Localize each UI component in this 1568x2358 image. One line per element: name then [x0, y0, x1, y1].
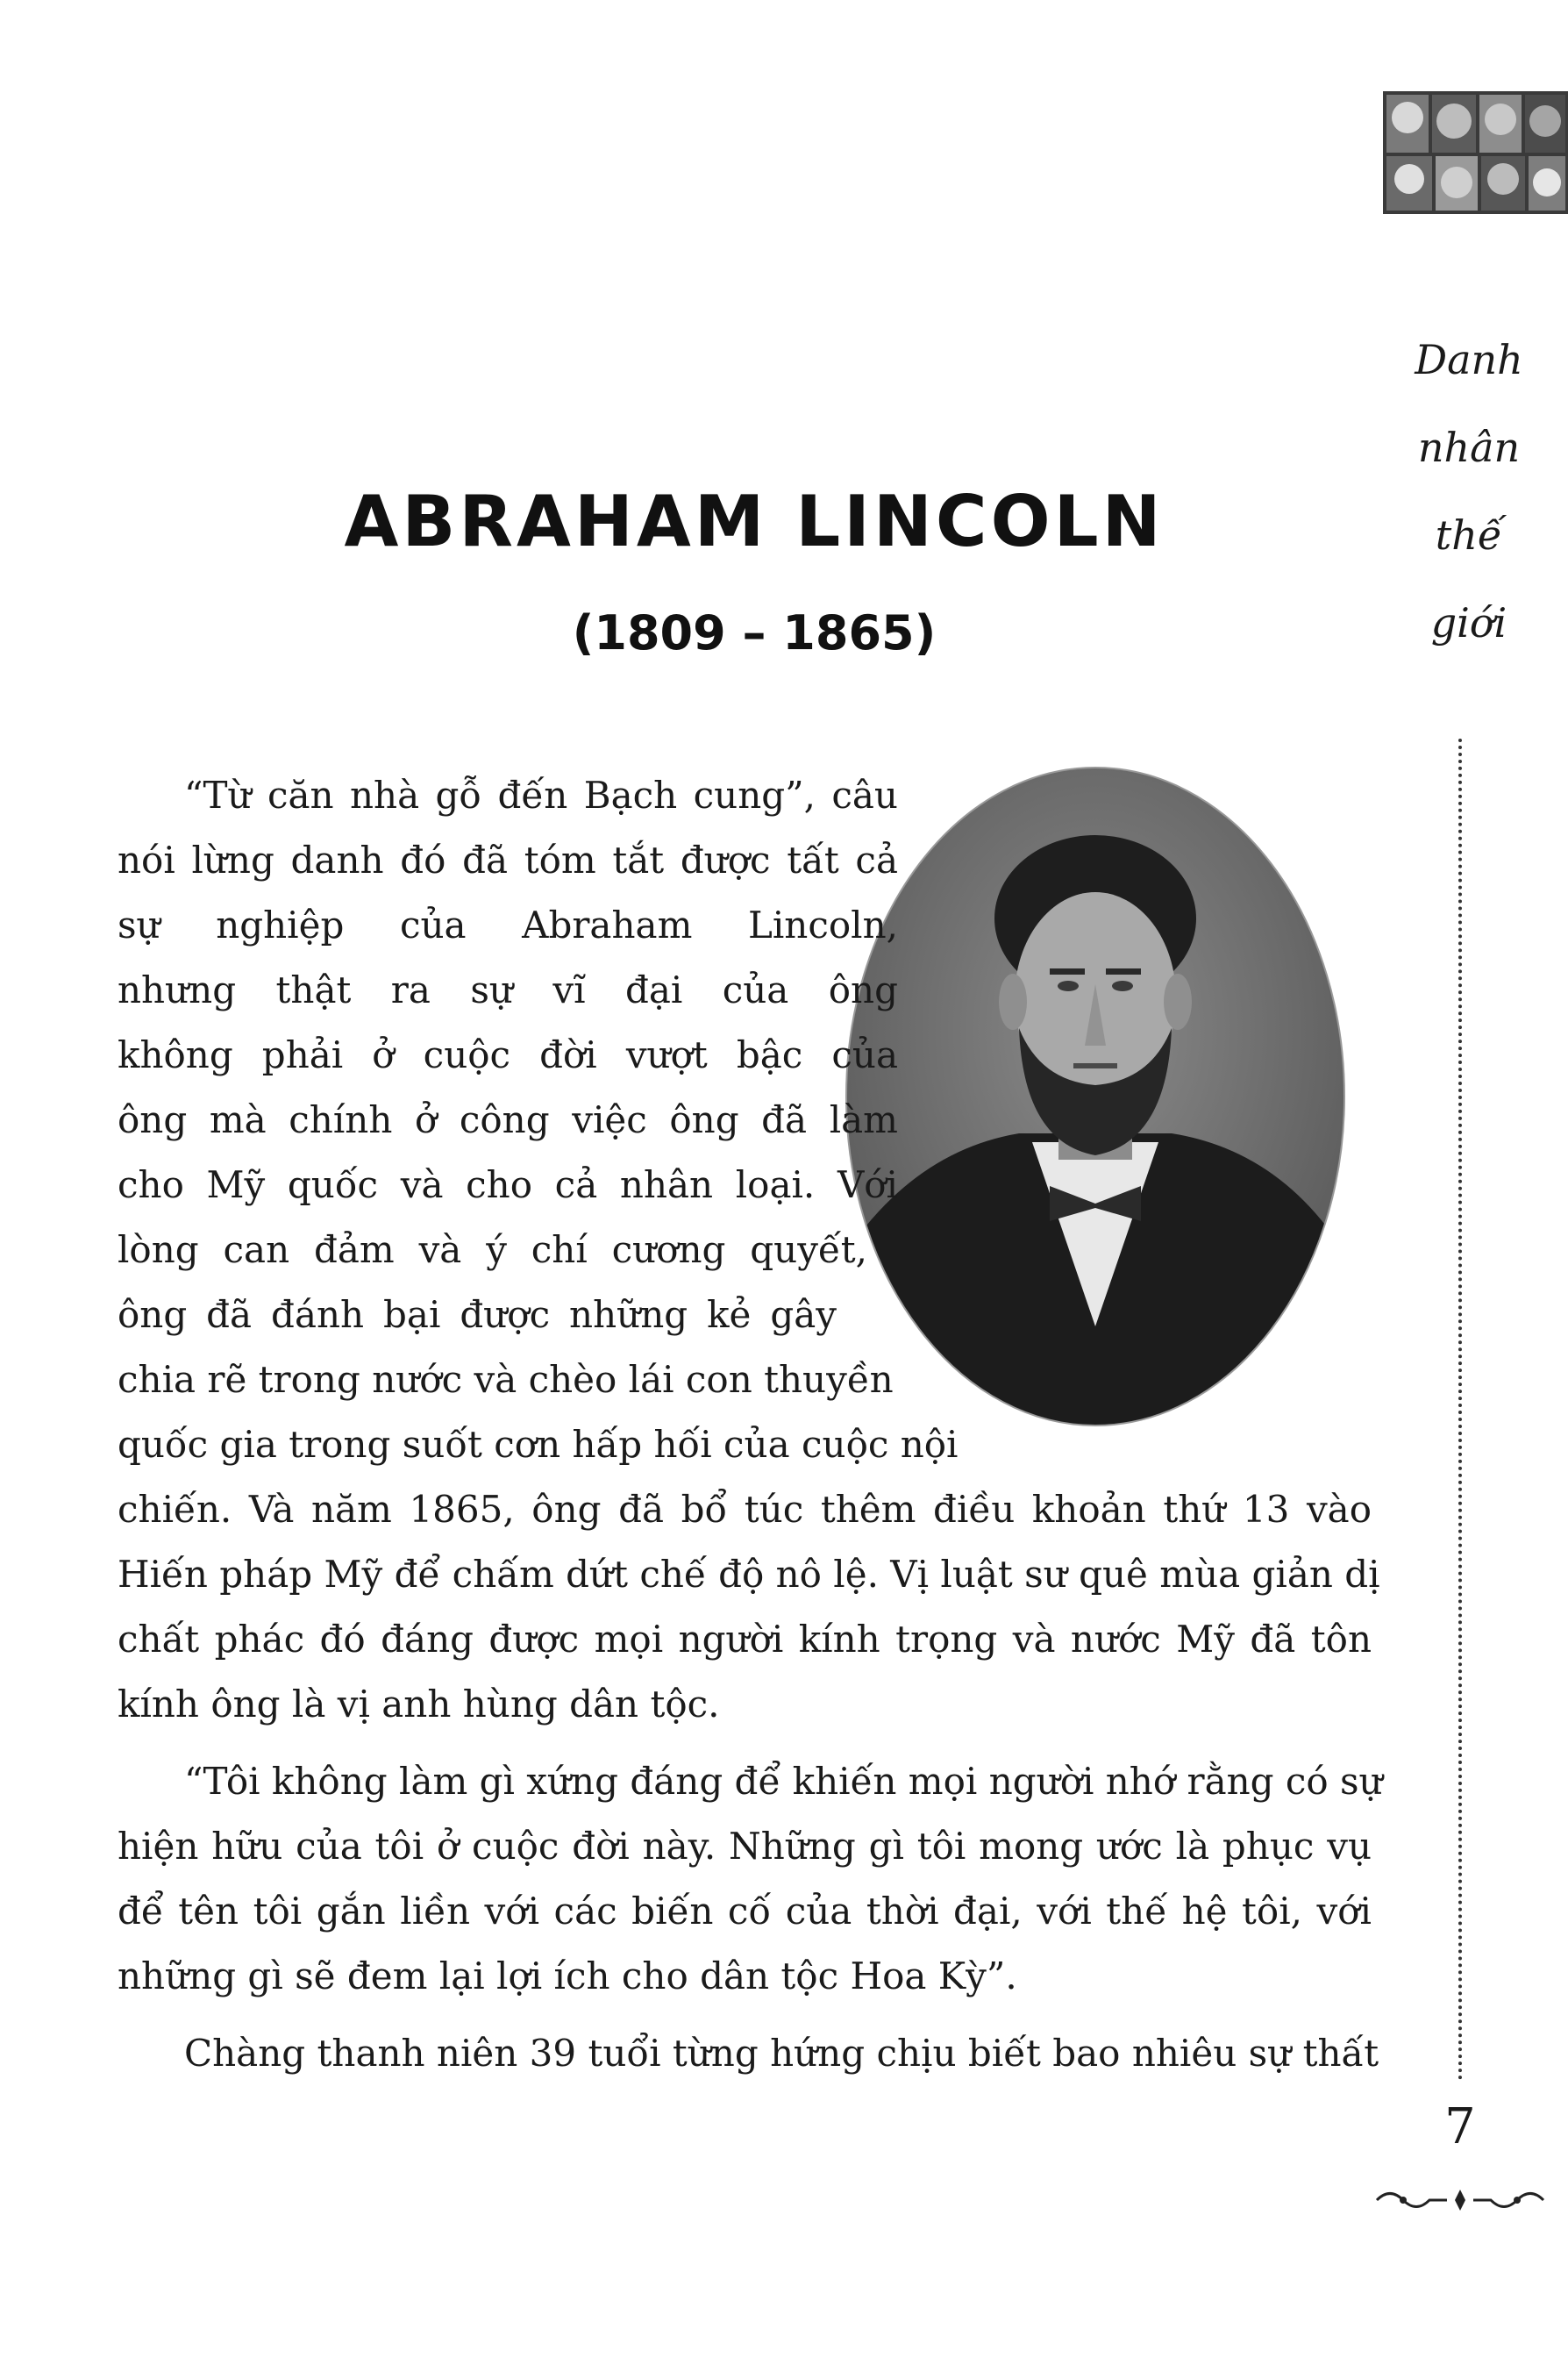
text-line: ông mà chính ở công việc ông đã làm	[118, 1098, 898, 1141]
series-title-line: thế	[1435, 511, 1503, 559]
article-years: (1809 – 1865)	[572, 605, 937, 661]
series-title-line: nhân	[1417, 424, 1521, 471]
margin-dotted-rule	[1458, 739, 1462, 2081]
text-line: kính ông là vị anh hùng dân tộc.	[118, 1683, 720, 1726]
text-line: chiến. Và năm 1865, ông đã bổ túc thêm điều khoản thứ 13 vào	[118, 1488, 1372, 1531]
text-line: Chàng thanh niên 39 tuổi từng hứng chịu biết bao nhiêu sự thất	[184, 2032, 1379, 2075]
header-portraits-strip	[1383, 91, 1568, 214]
text-line: “Từ căn nhà gỗ đến Bạch cung”, câu	[184, 774, 898, 817]
text-line: hiện hữu của tôi ở cuộc đời này. Những gì tôi mong ước là phục vụ	[118, 1825, 1372, 1868]
text-line: “Tôi không làm gì xứng đáng để khiến mọi người nhớ rằng có sự	[184, 1760, 1383, 1803]
text-line: để tên tôi gắn liền với các biến cố của thời đại, với thế hệ tôi, với	[118, 1890, 1372, 1933]
text-line: không phải ở cuộc đời vượt bậc của	[118, 1033, 898, 1076]
text-line: nhưng thật ra sự vĩ đại của ông	[118, 968, 898, 1011]
text-line: chia rẽ trong nước và chèo lái con thuyền	[118, 1358, 894, 1401]
flourish-ornament-icon	[1368, 2183, 1552, 2218]
series-title-line: Danh	[1415, 336, 1523, 383]
text-line: Hiến pháp Mỹ để chấm dứt chế độ nô lệ. Vị luật sư quê mùa giản dị	[118, 1553, 1380, 1596]
article-title: ABRAHAM LINCOLN	[344, 481, 1165, 562]
text-line: chất phác đó đáng được mọi người kính trọng và nước Mỹ đã tôn	[118, 1618, 1372, 1661]
text-line: sự nghiệp của Abraham Lincoln,	[118, 904, 898, 947]
article-body	[118, 763, 1383, 2086]
series-title-line: giới	[1430, 599, 1507, 647]
text-line: những gì sẽ đem lại lợi ích cho dân tộc Hoa Kỳ”.	[118, 1954, 1017, 1997]
text-line: quốc gia trong suốt cơn hấp hối của cuộc nội	[118, 1423, 959, 1466]
text-line: ông đã đánh bại được những kẻ gây	[118, 1293, 837, 1336]
text-line: nói lừng danh đó đã tóm tắt được tất cả	[118, 839, 898, 882]
text-line: cho Mỹ quốc và cho cả nhân loại. Với	[118, 1163, 898, 1206]
page-number: 7	[1444, 2098, 1476, 2155]
text-line: lòng can đảm và ý chí cương quyết,	[118, 1228, 867, 1271]
